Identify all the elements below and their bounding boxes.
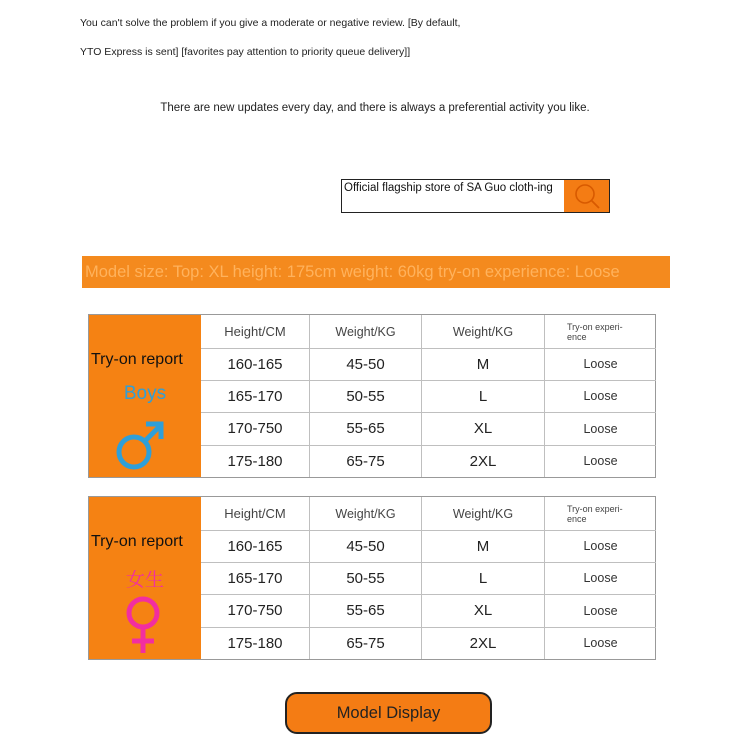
height-cell: 160-165	[227, 537, 283, 555]
experience-cell: Loose	[544, 562, 656, 594]
weight-cell: 55-65	[309, 412, 421, 445]
store-search-box[interactable]	[341, 179, 610, 213]
female-symbol-icon	[121, 595, 165, 657]
header-height: Height/CM	[224, 324, 286, 339]
boys-report-title: Try-on report	[91, 351, 183, 368]
weight-cell: 45-50	[309, 530, 421, 562]
model-display-button[interactable]: Model Display	[285, 692, 492, 734]
table-header-row	[201, 497, 656, 531]
search-icon	[572, 182, 602, 210]
experience-cell: Loose	[544, 348, 656, 380]
girls-subtitle: 女生	[125, 570, 164, 591]
header-weight: Weight/KG	[309, 497, 421, 530]
experience-cell: Loose	[544, 627, 656, 659]
girls-label-cell	[89, 497, 201, 659]
experience-cell: Loose	[544, 530, 656, 562]
notice-line-2: YTO Express is sent] [favorites pay attention to priority queue delivery]]	[80, 46, 411, 58]
size-cell: XL	[421, 412, 544, 445]
header-size: Weight/KG	[421, 497, 544, 530]
search-button[interactable]	[564, 180, 609, 212]
weight-cell: 65-75	[309, 627, 421, 659]
store-name: Official flagship store of SA Guo cloth-ing	[344, 182, 553, 194]
table-row	[201, 562, 656, 595]
table-row	[201, 412, 656, 446]
size-cell: L	[421, 562, 544, 594]
table-header-row	[201, 315, 656, 349]
boys-size-grid	[201, 315, 656, 477]
header-height: Height/CM	[224, 506, 286, 521]
updates-text: There are new updates every day, and there is always a preferential activity you like.	[160, 102, 590, 114]
experience-cell: Loose	[544, 445, 656, 477]
size-cell: M	[421, 348, 544, 380]
notice-line-1: You can't solve the problem if you give a moderate or negative review. [By default,	[80, 17, 461, 29]
header-experience: Try-on experi-ence	[544, 315, 656, 348]
table-row	[201, 380, 656, 413]
height-cell: 160-165	[227, 355, 283, 373]
table-row	[201, 445, 656, 477]
weight-cell: 65-75	[309, 445, 421, 477]
weight-cell: 50-55	[309, 380, 421, 412]
height-cell: 165-170	[227, 569, 283, 587]
boys-size-table	[88, 314, 656, 478]
table-row	[201, 530, 656, 563]
weight-cell: 50-55	[309, 562, 421, 594]
table-row	[201, 627, 656, 659]
girls-size-table	[88, 496, 656, 660]
header-weight: Weight/KG	[309, 315, 421, 348]
height-cell: 170-750	[227, 420, 283, 437]
header-size: Weight/KG	[421, 315, 544, 348]
experience-cell: Loose	[544, 380, 656, 412]
model-size-banner: Model size: Top: XL height: 175cm weight: 60kg try-on experience: Loose	[82, 256, 670, 288]
weight-cell: 55-65	[309, 594, 421, 627]
size-cell: XL	[421, 594, 544, 627]
girls-report-title: Try-on report	[91, 533, 183, 550]
size-cell: 2XL	[421, 627, 544, 659]
size-cell: M	[421, 530, 544, 562]
experience-cell: Loose	[544, 412, 656, 445]
boys-label-cell	[89, 315, 201, 477]
height-cell: 175-180	[227, 452, 283, 470]
table-row	[201, 594, 656, 628]
girls-size-grid	[201, 497, 656, 659]
size-cell: 2XL	[421, 445, 544, 477]
weight-cell: 45-50	[309, 348, 421, 380]
experience-cell: Loose	[544, 594, 656, 627]
height-cell: 170-750	[227, 602, 283, 619]
height-cell: 175-180	[227, 634, 283, 652]
header-experience: Try-on experi-ence	[544, 497, 656, 530]
boys-subtitle: Boys	[123, 383, 167, 404]
height-cell: 165-170	[227, 387, 283, 405]
size-cell: L	[421, 380, 544, 412]
male-symbol-icon	[115, 417, 165, 473]
table-row	[201, 348, 656, 381]
